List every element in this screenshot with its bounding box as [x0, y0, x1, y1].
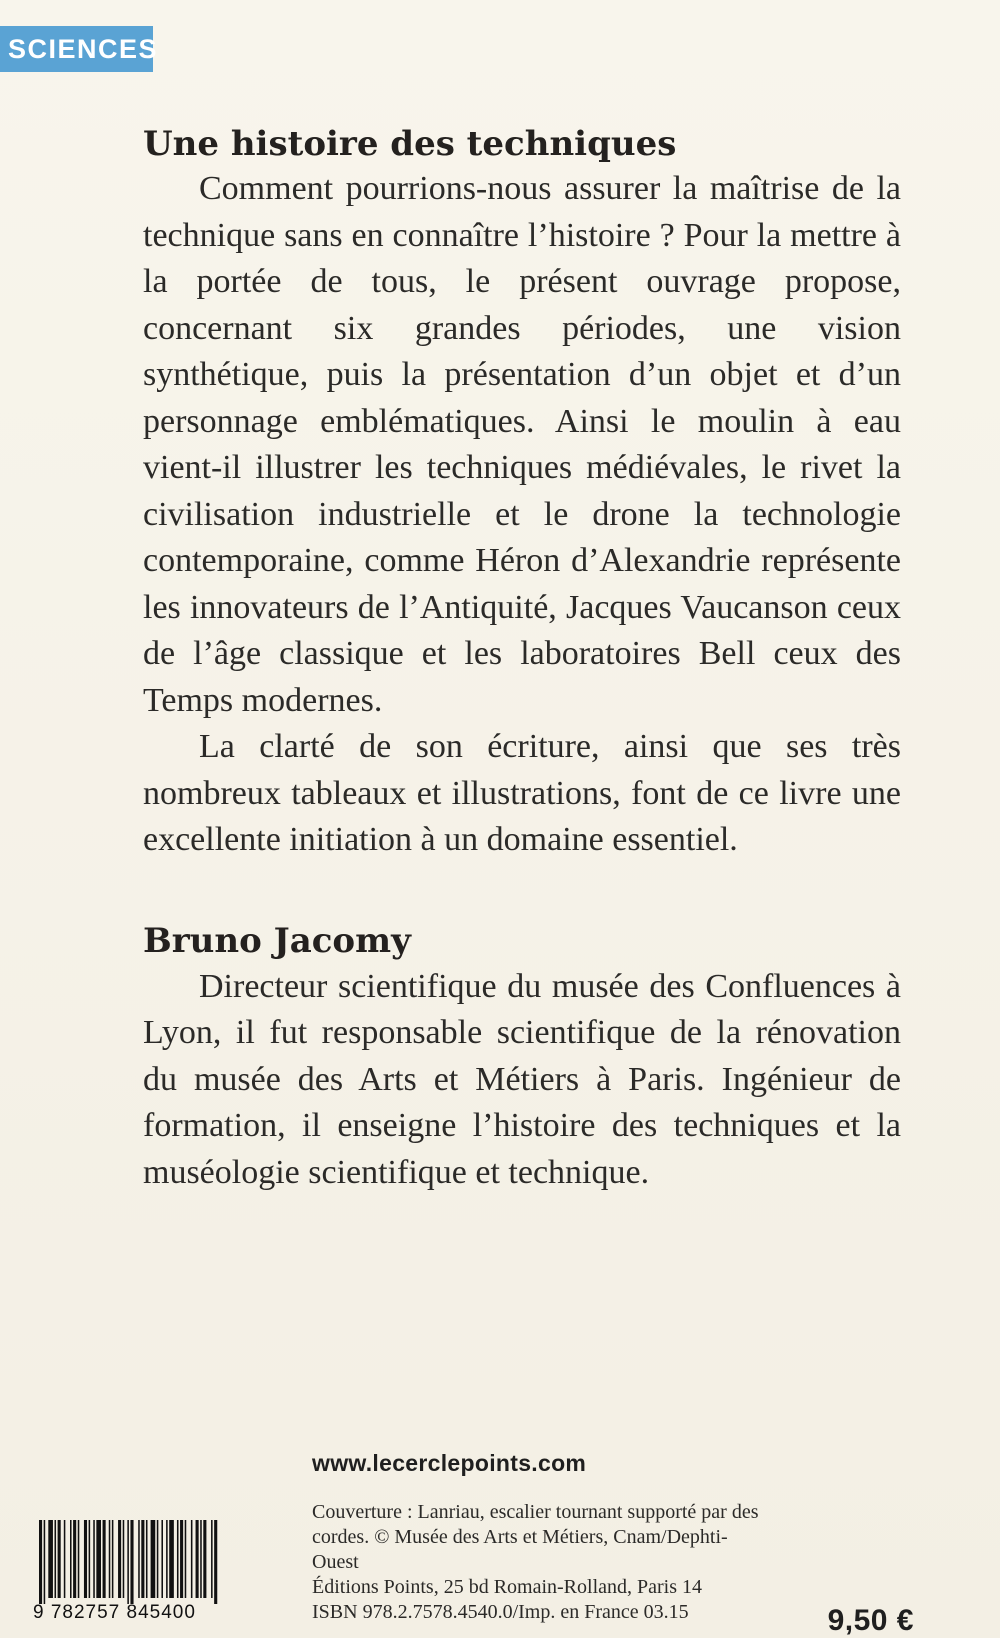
barcode-bar [78, 1520, 80, 1598]
barcode-bar [93, 1520, 95, 1598]
barcode-bar [103, 1520, 106, 1598]
barcode-bar [44, 1520, 46, 1604]
barcode-bar [84, 1520, 87, 1598]
credits-block [312, 1500, 772, 1625]
author-section [143, 918, 901, 1197]
cover-credit: Couverture : Lanriau, escalier tournant supporté par des cordes. © Musée des Arts et Métiers, Cnam/Dephti-Ouest [312, 1501, 759, 1573]
barcode-bar [118, 1520, 121, 1598]
barcode-bar [89, 1520, 91, 1598]
barcode-bar [96, 1520, 101, 1598]
author-bio: Directeur scientifique du musée des Confluences à Lyon, il fut responsable scientifique de la rénovation du musée des Arts et Métiers à Paris. Ingénieur de formation, il enseigne l’histoire des techniques et la muséologie scientifique et technique. [143, 967, 901, 1191]
barcode-bar [58, 1520, 61, 1598]
barcode-bar [141, 1520, 144, 1598]
barcode-bar [73, 1520, 76, 1598]
barcode-bar [180, 1520, 183, 1598]
barcode-bar [166, 1520, 168, 1598]
barcode-bar [48, 1520, 53, 1598]
description-paragraph-2: La clarté de son écriture, ainsi que ses très nombreux tableaux et illustrations, font de ce livre une excellente initiation à un domaine essentiel. [143, 728, 901, 858]
author-name: Bruno Jacomy [143, 920, 411, 961]
barcode-bar [151, 1520, 156, 1598]
isbn-line: ISBN 978.2.7578.4540.0/Imp. en France 03.15 [312, 1601, 689, 1623]
barcode-bars [33, 1520, 292, 1604]
barcode-bar [157, 1520, 159, 1598]
price: 9,50 € [827, 1604, 914, 1637]
barcode-bar [130, 1520, 133, 1604]
barcode-bar [185, 1520, 187, 1598]
barcode-bar [177, 1520, 179, 1598]
barcode-number: 9 782757 845400 [33, 1602, 196, 1623]
barcode-bar [200, 1520, 202, 1598]
barcode-bar [211, 1520, 213, 1598]
barcode-bar [191, 1520, 193, 1598]
barcode-bar [64, 1520, 66, 1598]
section-tag: SCIENCES [0, 26, 153, 72]
main-content [143, 122, 901, 1196]
barcode-bar [196, 1520, 199, 1598]
description-paragraph-1: Comment pourrions-nous assurer la maîtrise de la technique sans en connaître l’histoire ? Pour la mettre à la portée de tous, le présent ouvrage propose, concernant six grandes périodes, une vision synthétique, puis la présentation d’un objet et d’un personnage emblématiques. Ainsi le moulin à eau vient-il illustrer les techniques médiévales, le rivet la civilisation industrielle et le drone la technologie contemporaine, comme Héron d’Alexandrie représente les innovateurs de l’Antiquité, Jacques Vaucanson ceux de l’âge classique et les laboratoires Bell ceux des Temps modernes. [143, 170, 901, 719]
barcode-bar [39, 1520, 42, 1604]
barcode-bar [70, 1520, 72, 1598]
barcode-bar [109, 1520, 111, 1598]
barcode-bar [127, 1520, 129, 1604]
barcode-bar [123, 1520, 125, 1598]
barcode-bar [169, 1520, 174, 1598]
barcode-bar [112, 1520, 114, 1598]
publisher-address: Éditions Points, 25 bd Romain-Rolland, Paris 14 [312, 1576, 703, 1598]
barcode-bar [146, 1520, 148, 1598]
barcode-bar [214, 1520, 217, 1604]
website-link[interactable]: www.lecerclepoints.com [312, 1450, 587, 1476]
barcode [33, 1520, 292, 1624]
barcode-bar [161, 1520, 163, 1598]
book-title: Une histoire des techniques [143, 124, 677, 164]
barcode-bar [55, 1520, 57, 1598]
barcode-bar [138, 1520, 140, 1598]
barcode-bar [203, 1520, 206, 1598]
